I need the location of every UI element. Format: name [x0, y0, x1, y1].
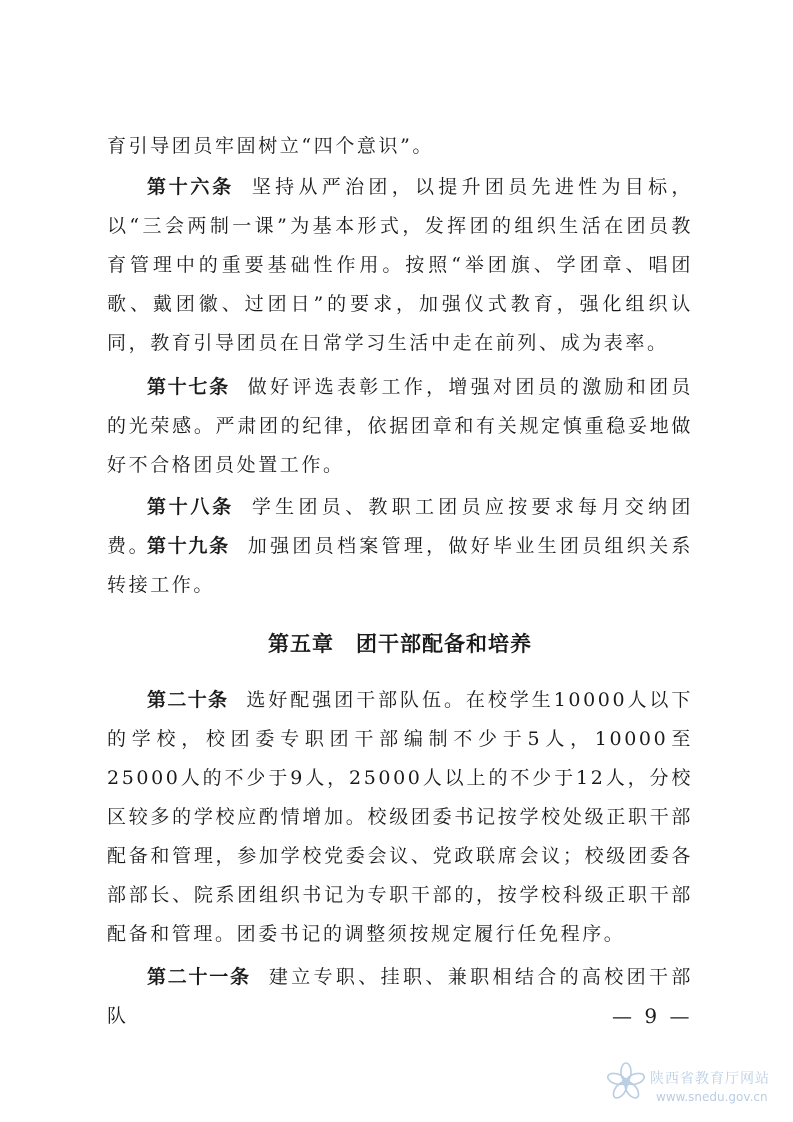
article-number: 第二十条	[147, 689, 229, 711]
article-17	[107, 368, 693, 485]
article-number: 第十七条	[147, 376, 230, 398]
article-21	[107, 958, 693, 1036]
chapter-title: 团干部配备和培养	[356, 631, 532, 656]
article-text: 学生团员、教职工团员应按要求每月交纳团费。	[107, 496, 693, 557]
chapter-number: 第五章	[268, 631, 334, 656]
article-20	[107, 681, 693, 954]
article-text: 选好配强团干部队伍。在校学生10000人以下的学校，校团委专职团干部编制不少于5人，10000至25000人的不少于9人，25000人以上的不少于12人，分校区较多的学校应酌情增加。校级团委书记按学校处级正职干部配备和管理，参加学校党委会议、党政联席会议；校级团委各部部长、院系团组织书记为专职干部的，按学校科级正职干部配备和管理。团委书记的调整须按规定履行任免程序。	[107, 689, 693, 945]
article-text: 建立专职、挂职、兼职相结合的高校团干部队	[107, 966, 693, 1027]
article-number: 第十八条	[147, 496, 234, 518]
chapter-heading	[107, 624, 693, 664]
watermark-url: www.snedu.gov.cn	[656, 1090, 768, 1104]
paragraph-text: 育引导团员牢固树立“四个意识”。	[107, 135, 435, 157]
watermark-title: 陕西省教育厅网站	[650, 1071, 770, 1087]
page-number: — 9 —	[612, 1004, 693, 1028]
article-number: 第十六条	[147, 176, 234, 198]
article-text: 坚持从严治团，以提升团员先进性为目标，以“三会两制一课”为基本形式，发挥团的组织生活在团员教育管理中的重要基础性作用。按照“举团旗、学团章、唱团歌、戴团徽、过团日”的要求，加强仪式教育，强化组织认同，教育引导团员在日常学习生活中走在前列、成为表率。	[107, 176, 693, 354]
article-text: 做好评选表彰工作，增强对团员的激励和团员的光荣感。严肃团的纪律，依据团章和有关规定慎重稳妥地做好不合格团员处置工作。	[107, 376, 693, 476]
article-number: 第十九条	[147, 535, 230, 557]
site-watermark	[606, 1060, 786, 1116]
paragraph-continuation	[107, 127, 693, 166]
article-text: 加强团员档案管理，做好毕业生团员组织关系转接工作。	[107, 535, 693, 596]
article-number: 第二十一条	[147, 966, 251, 988]
article-16	[107, 168, 693, 363]
article-19	[107, 527, 693, 605]
flower-logo-icon	[606, 1062, 646, 1102]
